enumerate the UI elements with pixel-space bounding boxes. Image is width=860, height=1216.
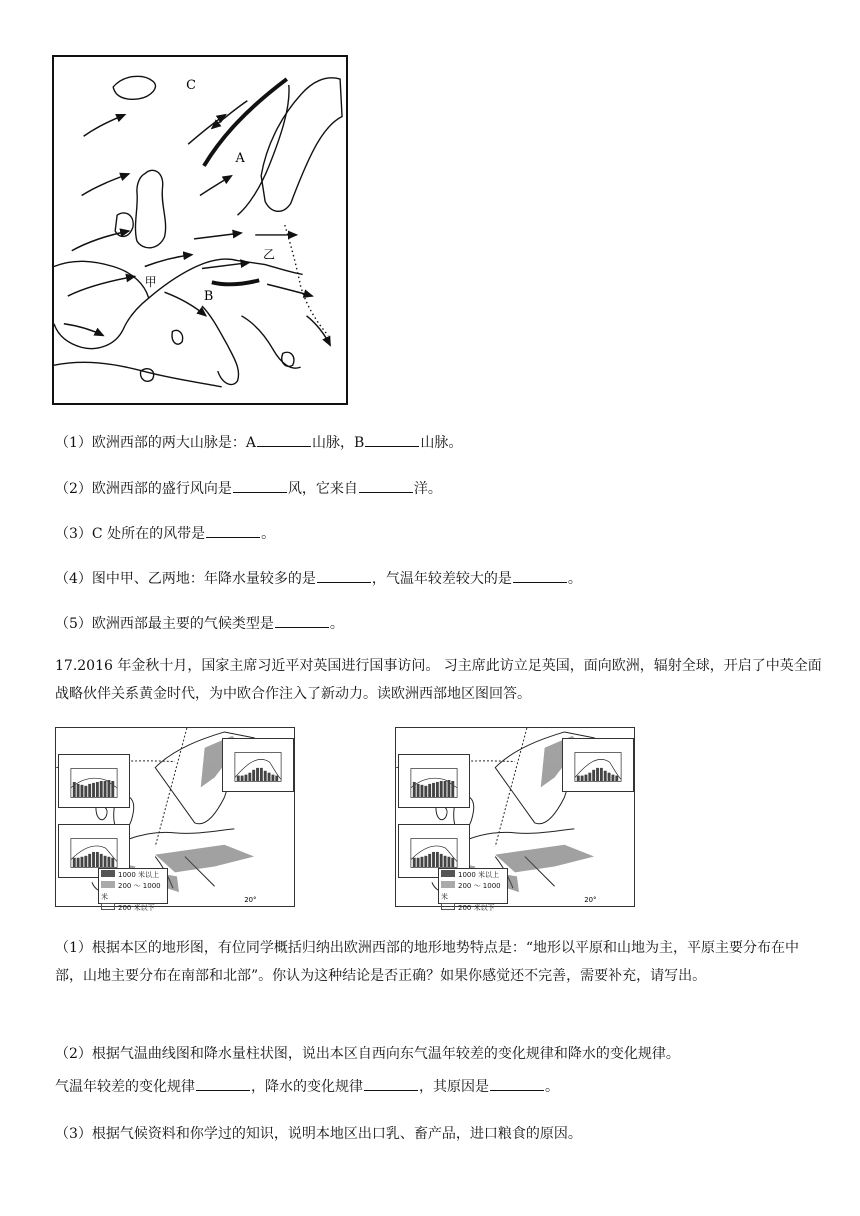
elevation-legend: 1000 米以上 200 ～ 1000 米 200 米以下 — [98, 868, 168, 904]
q17-item-2-answer-line: 气温年较差的变化规律 ，降水的变化规律 ，其原因是 。 — [55, 1076, 559, 1097]
europe-terrain-map-left — [55, 727, 295, 912]
q16-item-5: （5）欧洲西部最主要的气候类型是 。 — [55, 613, 344, 634]
italy-outline — [202, 306, 239, 385]
answer-blank[interactable] — [257, 432, 311, 447]
longitude-label: 20° — [244, 896, 257, 905]
label-b: B — [203, 289, 214, 305]
q17-item-2: （2）根据气温曲线图和降水量柱状图，说出本区自西向东气温年较差的变化规律和降水的变化规律。 — [55, 1046, 680, 1062]
q16-item-3: （3）C 处所在的风带是 。 — [55, 523, 275, 544]
longitude-label: 20° — [584, 896, 597, 905]
climate-chart-east — [562, 738, 634, 792]
answer-blank[interactable] — [364, 1076, 418, 1091]
answer-blank[interactable] — [196, 1076, 250, 1091]
climate-chart-west — [58, 754, 130, 808]
britain-outline — [135, 170, 165, 248]
q16-item-2: （2）欧洲西部的盛行风向是 风，它来自 洋。 — [55, 478, 442, 499]
scandinavia-outline — [261, 78, 342, 211]
climate-chart-east — [222, 738, 294, 792]
answer-blank[interactable] — [206, 523, 260, 538]
europe-terrain-map-right — [395, 727, 635, 912]
iceland-outline — [113, 76, 155, 99]
q17-item-3: （3）根据气候资料和你学过的知识，说明本地区出口乳、畜产品，进口粮食的原因。 — [55, 1126, 582, 1142]
label-yi: 乙 — [263, 247, 275, 262]
answer-blank[interactable] — [275, 613, 329, 628]
q16-item-1: （1）欧洲西部的两大山脉是：A 山脉，B 山脉。 — [55, 432, 462, 453]
label-c: C — [186, 77, 197, 93]
label-jia: 甲 — [144, 275, 157, 290]
climate-chart-west — [398, 754, 470, 808]
label-a: A — [235, 150, 245, 166]
mountain-range-b — [212, 280, 259, 284]
q17-intro: 17.2016 年金秋十月，国家主席习近平对英国进行国事访问。 习主席此访立足英国，面向欧洲，辐射全球，开启了中英全面战略伙伴关系黄金时代，为中欧合作注入了新动力。读欧洲西部地区图回答。 — [55, 658, 822, 702]
answer-blank[interactable] — [359, 478, 413, 493]
answer-blank[interactable] — [233, 478, 287, 493]
elevation-legend: 1000 米以上 200 ～ 1000 米 200 米以下 — [438, 868, 508, 904]
q17-item-1: （1）根据本区的地形图，有位同学概括归纳出欧洲西部的地形地势特点是：“地形以平原和山地为主，平原主要分布在中部，山地主要分布在南部和北部”。你认为这种结论是否正确？如果你感觉还不完善，需要补充，请写出。 — [55, 940, 800, 984]
answer-blank[interactable] — [490, 1076, 544, 1091]
europe-wind-map — [52, 55, 348, 405]
europe-wind-map-drawing — [54, 57, 346, 403]
answer-blank[interactable] — [365, 432, 419, 447]
q16-item-4: （4）图中甲、乙两地：年降水量较多的是 ，气温年较差较大的是 。 — [55, 568, 582, 589]
answer-blank[interactable] — [317, 568, 371, 583]
answer-blank[interactable] — [513, 568, 567, 583]
